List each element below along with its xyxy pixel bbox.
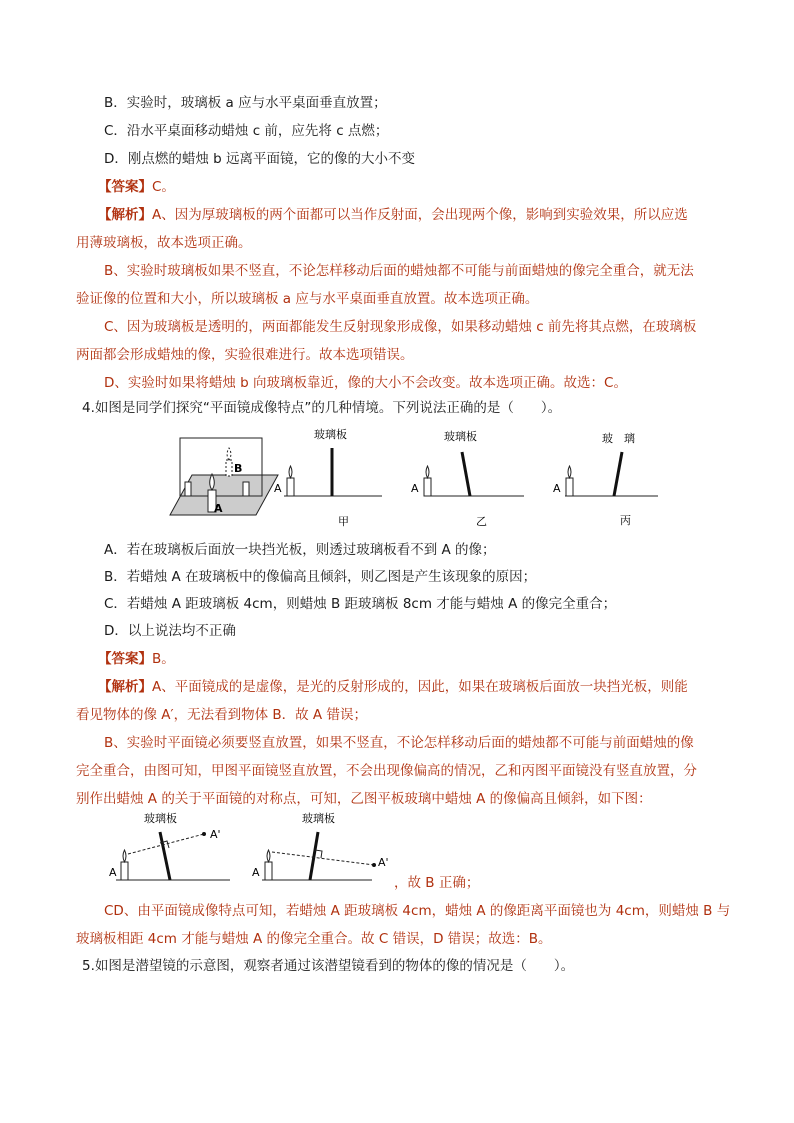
- q3-answer: [98, 177, 175, 197]
- label-glass: 玻璃板: [144, 812, 177, 825]
- label-a: A: [214, 502, 223, 515]
- q4-analysis-cd-1: CD、由平面镜成像特点可知，若蜡烛 A 距玻璃板 4cm，蜡烛 A 的像距离平面镜也为 4cm，则蜡烛 B 与: [104, 903, 731, 919]
- q4-option-b: B．若蜡烛 A 在玻璃板中的像偏高且倾斜，则乙图是产生该现象的原因；: [104, 569, 537, 585]
- q4-option-a: A．若在玻璃板后面放一块挡光板，则透过玻璃板看不到 A 的像；: [104, 542, 496, 558]
- label-glass: 玻璃板: [314, 428, 347, 441]
- panel-jia-diagram: [274, 427, 382, 528]
- label-a: A: [411, 482, 419, 495]
- q4-question: 4.如图是同学们探究“平面镜成像特点”的几种情境。下列说法正确的是（ ）。: [82, 400, 562, 416]
- caption-yi: 乙: [476, 515, 487, 528]
- q4-analysis-a-2: 看见物体的像 A′，无法看到物体 B．故 A 错误；: [76, 707, 367, 723]
- q4-figure: [160, 420, 680, 532]
- q3-analysis-c-1: C、因为玻璃板是透明的，两面都能发生反射现象形成像，如果移动蜡烛 c 前先将其点燃，在玻璃板: [104, 319, 697, 335]
- perspective-setup-diagram: [170, 438, 278, 515]
- panel-bing-diagram: [553, 431, 658, 527]
- label-b: B: [234, 462, 243, 475]
- answer-value: B。: [152, 651, 175, 667]
- q4-option-c: C．若蜡烛 A 距玻璃板 4cm，则蜡烛 B 距玻璃板 8cm 才能与蜡烛 A 的像完全重合；: [104, 596, 617, 612]
- q3-analysis-a-1: [98, 205, 688, 225]
- analysis-label: 【解析】: [98, 207, 152, 223]
- q3-analysis-b-2: 验证像的位置和大小，所以玻璃板 a 应与水平桌面垂直放置。故本选项正确。: [76, 291, 539, 307]
- answer-label: 【答案】: [98, 651, 152, 667]
- label-a: A: [274, 482, 282, 495]
- q4-analysis-figure: [100, 808, 410, 888]
- q4-analysis-cd-2: 玻璃板相距 4cm 才能与蜡烛 A 的像完全重合。故 C 错误，D 错误；故选：B。: [76, 931, 552, 947]
- q3-analysis-d-1: D、实验时如果将蜡烛 b 向玻璃板靠近，像的大小不会改变。故本选项正确。故选：C。: [104, 375, 627, 391]
- label-a-prime: A': [210, 828, 221, 841]
- q4-analysis-b-3: 别作出蜡烛 A 的关于平面镜的对称点，可知，乙图平板玻璃中蜡烛 A 的像偏高且倾斜，如下图：: [76, 791, 652, 807]
- reflection-bing-diagram: [252, 811, 389, 880]
- label-a-prime: A': [378, 856, 389, 869]
- label-a: A: [252, 866, 260, 879]
- label-a: A: [109, 866, 117, 879]
- label-glass: 玻 璃: [602, 432, 635, 445]
- answer-value: C。: [152, 179, 175, 195]
- label-glass: 玻璃板: [302, 812, 335, 825]
- analysis-text: A、因为厚玻璃板的两个面都可以当作反射面，会出现两个像，影响到实验效果，所以应选: [152, 207, 688, 223]
- label-glass: 玻璃板: [444, 430, 477, 443]
- q4-option-d: D．以上说法均不正确: [104, 623, 236, 639]
- reflection-yi-diagram: [109, 811, 230, 880]
- q3-analysis-a-2: 用薄玻璃板，故本选项正确。: [76, 235, 252, 251]
- q3-option-d: D．刚点燃的蜡烛 b 远离平面镜，它的像的大小不变: [104, 151, 416, 167]
- q4-analysis-a-1: [98, 677, 688, 697]
- q4-answer: [98, 649, 175, 669]
- q4-analysis-b-1: B、实验时平面镜必须要竖直放置，如果不竖直，不论怎样移动后面的蜡烛都不可能与前面蜡烛的像: [104, 735, 694, 751]
- answer-label: 【答案】: [98, 179, 152, 195]
- q3-option-c: C．沿水平桌面移动蜡烛 c 前，应先将 c 点燃；: [104, 123, 389, 139]
- label-a: A: [553, 482, 561, 495]
- caption-jia: 甲: [338, 515, 349, 528]
- panel-yi-diagram: [411, 429, 524, 528]
- caption-bing: 丙: [620, 514, 631, 527]
- analysis-label: 【解析】: [98, 679, 152, 695]
- q3-analysis-b-1: B、实验时玻璃板如果不竖直，不论怎样移动后面的蜡烛都不可能与前面蜡烛的像完全重合，就无法: [104, 263, 694, 279]
- q4-analysis-b-2: 完全重合，由图可知，甲图平面镜竖直放置，不会出现像偏高的情况，乙和丙图平面镜没有竖直放置，分: [76, 763, 697, 779]
- q5-question: 5.如图是潜望镜的示意图，观察者通过该潜望镜看到的物体的像的情况是（ ）。: [82, 958, 575, 974]
- q3-option-b: B．实验时，玻璃板 a 应与水平桌面垂直放置；: [104, 95, 387, 111]
- q3-analysis-c-2: 两面都会形成蜡烛的像，实验很难进行。故本选项错误。: [76, 347, 414, 363]
- q4-figure2-tail: ，故 B 正确；: [394, 875, 480, 891]
- analysis-text: A、平面镜成的是虚像，是光的反射形成的，因此，如果在玻璃板后面放一块挡光板，则能: [152, 679, 688, 695]
